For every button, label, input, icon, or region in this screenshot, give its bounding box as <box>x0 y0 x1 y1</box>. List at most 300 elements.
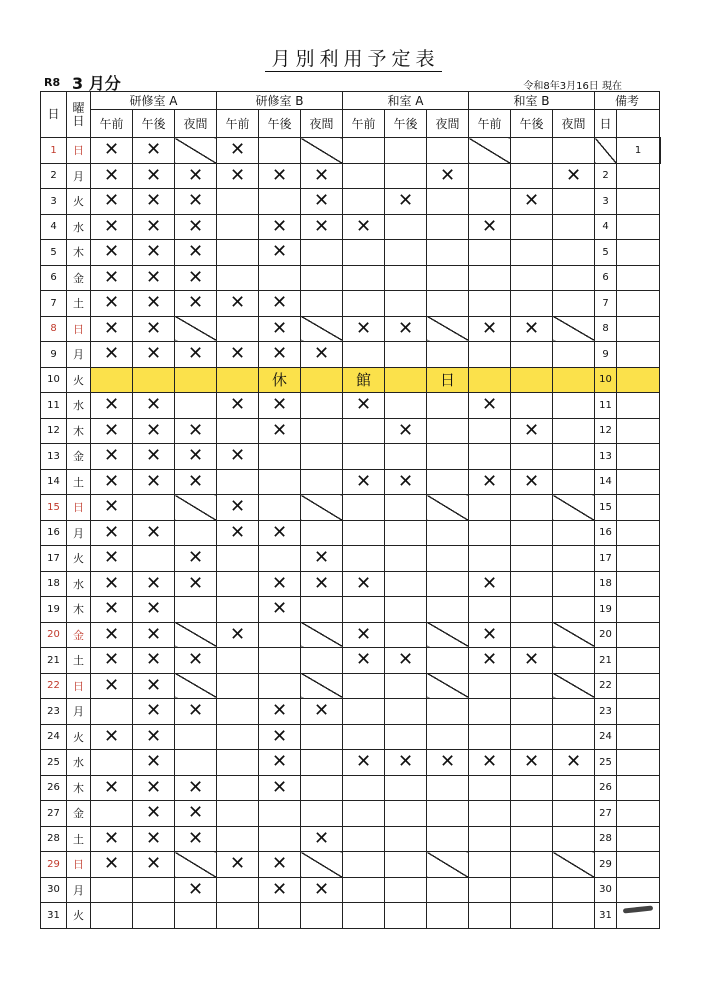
reserved-mark: ✕ <box>217 444 259 470</box>
empty-slot <box>301 240 343 266</box>
empty-slot <box>259 546 301 572</box>
empty-slot <box>175 724 217 750</box>
closed-cell: 日 <box>427 367 469 393</box>
empty-slot <box>217 469 259 495</box>
unavailable-slot <box>469 138 511 164</box>
empty-slot <box>217 903 259 929</box>
empty-slot <box>553 648 595 674</box>
reserved-mark: ✕ <box>133 852 175 878</box>
table-row <box>41 571 661 597</box>
reserved-mark: ✕ <box>217 495 259 521</box>
empty-slot <box>469 877 511 903</box>
table-row <box>41 648 661 674</box>
weekday: 火 <box>67 724 91 750</box>
closed-cell <box>133 367 175 393</box>
reserved-mark: ✕ <box>511 189 553 215</box>
empty-slot <box>385 673 427 699</box>
reserved-mark: ✕ <box>259 571 301 597</box>
remarks-note <box>617 469 660 495</box>
slot-header: 夜間 <box>553 110 595 138</box>
empty-slot <box>301 520 343 546</box>
weekday: 金 <box>67 265 91 291</box>
day-number: 8 <box>41 316 67 342</box>
unavailable-slot <box>175 138 217 164</box>
reserved-mark: ✕ <box>133 673 175 699</box>
reserved-mark: ✕ <box>175 418 217 444</box>
reserved-mark: ✕ <box>217 163 259 189</box>
reserved-mark: ✕ <box>259 163 301 189</box>
empty-slot <box>553 291 595 317</box>
reserved-mark: ✕ <box>427 750 469 776</box>
table-row <box>41 189 661 215</box>
table-row <box>41 418 661 444</box>
empty-slot <box>175 750 217 776</box>
table-row <box>41 316 661 342</box>
remarks-note <box>617 877 660 903</box>
empty-slot <box>259 622 301 648</box>
empty-slot <box>217 724 259 750</box>
empty-slot <box>385 444 427 470</box>
reserved-mark: ✕ <box>133 750 175 776</box>
empty-slot <box>553 214 595 240</box>
empty-slot <box>553 418 595 444</box>
weekday: 月 <box>67 877 91 903</box>
weekday: 金 <box>67 444 91 470</box>
reserved-mark: ✕ <box>469 622 511 648</box>
table-row <box>41 775 661 801</box>
weekday: 日 <box>67 316 91 342</box>
empty-slot <box>343 444 385 470</box>
empty-slot <box>217 316 259 342</box>
empty-slot <box>511 877 553 903</box>
unavailable-slot <box>175 673 217 699</box>
reserved-mark: ✕ <box>133 648 175 674</box>
day-number: 21 <box>41 648 67 674</box>
weekday: 水 <box>67 750 91 776</box>
empty-slot <box>217 240 259 266</box>
empty-slot <box>469 444 511 470</box>
remarks-day-number: 19 <box>595 597 617 623</box>
table-row <box>41 903 661 929</box>
remarks-day-number: 6 <box>595 265 617 291</box>
empty-slot <box>343 291 385 317</box>
empty-slot <box>511 673 553 699</box>
empty-slot <box>343 597 385 623</box>
day-number: 10 <box>41 367 67 393</box>
empty-slot <box>385 826 427 852</box>
as-of-date: 令和8年3月16日 現在 <box>523 81 622 92</box>
empty-slot <box>511 622 553 648</box>
reserved-mark: ✕ <box>91 291 133 317</box>
reserved-mark: ✕ <box>259 393 301 419</box>
reserved-mark: ✕ <box>91 622 133 648</box>
empty-slot <box>553 724 595 750</box>
reserved-mark: ✕ <box>133 775 175 801</box>
empty-slot <box>469 520 511 546</box>
empty-slot <box>553 826 595 852</box>
empty-slot <box>553 342 595 368</box>
empty-slot <box>385 393 427 419</box>
remarks-note <box>617 750 660 776</box>
unavailable-slot <box>553 495 595 521</box>
empty-slot <box>217 877 259 903</box>
reserved-mark: ✕ <box>91 597 133 623</box>
empty-slot <box>343 826 385 852</box>
unavailable-slot <box>427 622 469 648</box>
reserved-mark: ✕ <box>259 852 301 878</box>
remarks-note-header <box>617 110 660 138</box>
remarks-note <box>617 418 660 444</box>
reserved-mark: ✕ <box>553 163 595 189</box>
reserved-mark: ✕ <box>91 852 133 878</box>
empty-slot <box>259 903 301 929</box>
reserved-mark: ✕ <box>133 418 175 444</box>
empty-slot <box>301 444 343 470</box>
reserved-mark: ✕ <box>175 342 217 368</box>
empty-slot <box>427 240 469 266</box>
empty-slot <box>511 342 553 368</box>
empty-slot <box>469 903 511 929</box>
reserved-mark: ✕ <box>343 469 385 495</box>
slot-header: 午前 <box>91 110 133 138</box>
day-number: 3 <box>41 189 67 215</box>
remarks-note <box>617 597 660 623</box>
reserved-mark: ✕ <box>259 724 301 750</box>
empty-slot <box>427 418 469 444</box>
day-number: 2 <box>41 163 67 189</box>
reserved-mark: ✕ <box>175 291 217 317</box>
reserved-mark: ✕ <box>343 648 385 674</box>
empty-slot <box>511 699 553 725</box>
empty-slot <box>343 418 385 444</box>
day-number: 15 <box>41 495 67 521</box>
empty-slot <box>427 903 469 929</box>
reserved-mark: ✕ <box>133 622 175 648</box>
unavailable-slot <box>175 316 217 342</box>
empty-slot <box>385 214 427 240</box>
remarks-note <box>617 367 660 393</box>
remarks-note <box>617 852 660 878</box>
reserved-mark: ✕ <box>259 291 301 317</box>
day-number: 1 <box>41 138 67 164</box>
empty-slot <box>511 291 553 317</box>
slot-header: 午後 <box>133 110 175 138</box>
table-row <box>41 724 661 750</box>
reserved-mark: ✕ <box>301 571 343 597</box>
closed-cell: 館 <box>343 367 385 393</box>
reserved-mark: ✕ <box>133 724 175 750</box>
empty-slot <box>217 801 259 827</box>
day-number: 31 <box>41 903 67 929</box>
remarks-day-number: 29 <box>595 852 617 878</box>
empty-slot <box>217 214 259 240</box>
empty-slot <box>553 699 595 725</box>
reserved-mark: ✕ <box>343 571 385 597</box>
remarks-day-number: 9 <box>595 342 617 368</box>
reserved-mark: ✕ <box>91 418 133 444</box>
empty-slot <box>511 546 553 572</box>
empty-slot <box>553 520 595 546</box>
remarks-day-number: 23 <box>595 699 617 725</box>
reserved-mark: ✕ <box>217 520 259 546</box>
empty-slot <box>469 265 511 291</box>
weekday: 土 <box>67 469 91 495</box>
empty-slot <box>553 877 595 903</box>
empty-slot <box>385 877 427 903</box>
remarks-day-number: 26 <box>595 775 617 801</box>
reserved-mark: ✕ <box>91 393 133 419</box>
day-number: 28 <box>41 826 67 852</box>
slot-header: 夜間 <box>427 110 469 138</box>
empty-slot <box>301 801 343 827</box>
empty-slot <box>469 597 511 623</box>
reserved-mark: ✕ <box>385 418 427 444</box>
empty-slot <box>217 265 259 291</box>
empty-slot <box>301 724 343 750</box>
empty-slot <box>427 189 469 215</box>
reserved-mark: ✕ <box>91 673 133 699</box>
unavailable-slot <box>553 673 595 699</box>
remarks-day-number: 1 <box>617 138 660 164</box>
remarks-day-number: 28 <box>595 826 617 852</box>
empty-slot <box>553 444 595 470</box>
empty-slot <box>385 138 427 164</box>
table-row <box>41 750 661 776</box>
remarks-day-number: 21 <box>595 648 617 674</box>
weekday: 日 <box>67 138 91 164</box>
reserved-mark: ✕ <box>217 342 259 368</box>
empty-slot <box>511 265 553 291</box>
empty-slot <box>259 138 301 164</box>
empty-slot <box>217 699 259 725</box>
reserved-mark: ✕ <box>175 801 217 827</box>
reserved-mark: ✕ <box>343 393 385 419</box>
empty-slot <box>427 138 469 164</box>
empty-slot <box>259 801 301 827</box>
empty-slot <box>91 750 133 776</box>
remarks-note <box>617 520 660 546</box>
empty-slot <box>469 852 511 878</box>
table-row <box>41 291 661 317</box>
empty-slot <box>511 214 553 240</box>
reserved-mark: ✕ <box>91 189 133 215</box>
empty-slot <box>343 801 385 827</box>
empty-slot <box>427 393 469 419</box>
empty-slot <box>301 750 343 776</box>
empty-slot <box>217 673 259 699</box>
closed-cell <box>553 367 595 393</box>
empty-slot <box>553 571 595 597</box>
empty-slot <box>553 597 595 623</box>
unavailable-slot <box>427 316 469 342</box>
header-day: 日 <box>41 92 67 138</box>
reserved-mark: ✕ <box>133 520 175 546</box>
remarks-note <box>660 138 661 164</box>
weekday: 水 <box>67 571 91 597</box>
empty-slot <box>511 724 553 750</box>
empty-slot <box>469 775 511 801</box>
weekday: 月 <box>67 163 91 189</box>
unavailable-slot <box>553 622 595 648</box>
empty-slot <box>553 240 595 266</box>
empty-slot <box>427 699 469 725</box>
empty-slot <box>343 163 385 189</box>
empty-slot <box>553 775 595 801</box>
empty-slot <box>511 801 553 827</box>
reserved-mark: ✕ <box>133 265 175 291</box>
reserved-mark: ✕ <box>91 265 133 291</box>
empty-slot <box>175 393 217 419</box>
table-row <box>41 622 661 648</box>
reserved-mark: ✕ <box>91 342 133 368</box>
remarks-day-number: 24 <box>595 724 617 750</box>
reserved-mark: ✕ <box>301 826 343 852</box>
schedule-table <box>40 91 661 929</box>
reserved-mark: ✕ <box>91 520 133 546</box>
remarks-day-number: 13 <box>595 444 617 470</box>
reserved-mark: ✕ <box>301 877 343 903</box>
empty-slot <box>301 469 343 495</box>
empty-slot <box>343 699 385 725</box>
table-row <box>41 826 661 852</box>
empty-slot <box>217 826 259 852</box>
empty-slot <box>427 342 469 368</box>
empty-slot <box>217 546 259 572</box>
weekday: 金 <box>67 622 91 648</box>
empty-slot <box>427 571 469 597</box>
empty-slot <box>217 750 259 776</box>
empty-slot <box>175 903 217 929</box>
page-title: 月別利用予定表 <box>0 44 707 71</box>
unavailable-slot <box>175 852 217 878</box>
reserved-mark: ✕ <box>175 775 217 801</box>
reserved-mark: ✕ <box>217 852 259 878</box>
day-number: 4 <box>41 214 67 240</box>
reserved-mark: ✕ <box>91 724 133 750</box>
empty-slot <box>511 597 553 623</box>
closed-cell: 休 <box>259 367 301 393</box>
remarks-day-number: 4 <box>595 214 617 240</box>
table-row <box>41 265 661 291</box>
reserved-mark: ✕ <box>133 240 175 266</box>
room-header-washitsu-b: 和室 B <box>469 92 595 110</box>
table-row <box>41 367 661 393</box>
remarks-note <box>617 775 660 801</box>
unavailable-slot <box>427 495 469 521</box>
weekday: 木 <box>67 597 91 623</box>
closed-cell <box>175 367 217 393</box>
empty-slot <box>553 903 595 929</box>
reserved-mark: ✕ <box>259 214 301 240</box>
slot-header: 午前 <box>343 110 385 138</box>
weekday: 日 <box>67 852 91 878</box>
remarks-day-number: 5 <box>595 240 617 266</box>
empty-slot <box>133 877 175 903</box>
empty-slot <box>385 571 427 597</box>
slot-header: 夜間 <box>301 110 343 138</box>
reserved-mark: ✕ <box>343 622 385 648</box>
closed-cell <box>217 367 259 393</box>
day-number: 20 <box>41 622 67 648</box>
reserved-mark: ✕ <box>511 316 553 342</box>
reserved-mark: ✕ <box>301 163 343 189</box>
day-number: 25 <box>41 750 67 776</box>
empty-slot <box>91 801 133 827</box>
reserved-mark: ✕ <box>175 469 217 495</box>
empty-slot <box>427 775 469 801</box>
reserved-mark: ✕ <box>259 520 301 546</box>
reserved-mark: ✕ <box>133 163 175 189</box>
reserved-mark: ✕ <box>301 699 343 725</box>
unavailable-slot <box>301 495 343 521</box>
weekday: 火 <box>67 546 91 572</box>
empty-slot <box>469 546 511 572</box>
reserved-mark: ✕ <box>217 138 259 164</box>
remarks-note <box>617 240 660 266</box>
empty-slot <box>511 444 553 470</box>
reserved-mark: ✕ <box>133 444 175 470</box>
unavailable-slot <box>301 622 343 648</box>
empty-slot <box>385 622 427 648</box>
empty-slot <box>553 265 595 291</box>
empty-slot <box>385 903 427 929</box>
weekday: 月 <box>67 699 91 725</box>
empty-slot <box>427 648 469 674</box>
remarks-day-number: 15 <box>595 495 617 521</box>
reserved-mark: ✕ <box>91 138 133 164</box>
day-number: 22 <box>41 673 67 699</box>
reserved-mark: ✕ <box>259 597 301 623</box>
reserved-mark: ✕ <box>385 648 427 674</box>
weekday: 土 <box>67 826 91 852</box>
day-number: 7 <box>41 291 67 317</box>
table-row <box>41 214 661 240</box>
closed-cell <box>511 367 553 393</box>
reserved-mark: ✕ <box>133 342 175 368</box>
empty-slot <box>427 214 469 240</box>
empty-slot <box>469 699 511 725</box>
reserved-mark: ✕ <box>259 877 301 903</box>
empty-slot <box>385 291 427 317</box>
remarks-day-number: 16 <box>595 520 617 546</box>
reserved-mark: ✕ <box>175 189 217 215</box>
remarks-day-number: 25 <box>595 750 617 776</box>
empty-slot <box>385 699 427 725</box>
table-row <box>41 240 661 266</box>
reserved-mark: ✕ <box>133 316 175 342</box>
reserved-mark: ✕ <box>301 546 343 572</box>
reserved-mark: ✕ <box>469 393 511 419</box>
unavailable-slot <box>301 852 343 878</box>
remarks-day-number: 10 <box>595 367 617 393</box>
room-header-kenshu-b: 研修室 B <box>217 92 343 110</box>
empty-slot <box>427 265 469 291</box>
reserved-mark: ✕ <box>175 546 217 572</box>
remarks-note <box>617 648 660 674</box>
empty-slot <box>259 826 301 852</box>
reserved-mark: ✕ <box>133 571 175 597</box>
empty-slot <box>469 291 511 317</box>
empty-slot <box>469 418 511 444</box>
reserved-mark: ✕ <box>91 240 133 266</box>
remarks-note <box>617 265 660 291</box>
empty-slot <box>217 418 259 444</box>
empty-slot <box>511 903 553 929</box>
remarks-note <box>617 163 660 189</box>
table-row <box>41 852 661 878</box>
empty-slot <box>511 138 553 164</box>
empty-slot <box>385 495 427 521</box>
